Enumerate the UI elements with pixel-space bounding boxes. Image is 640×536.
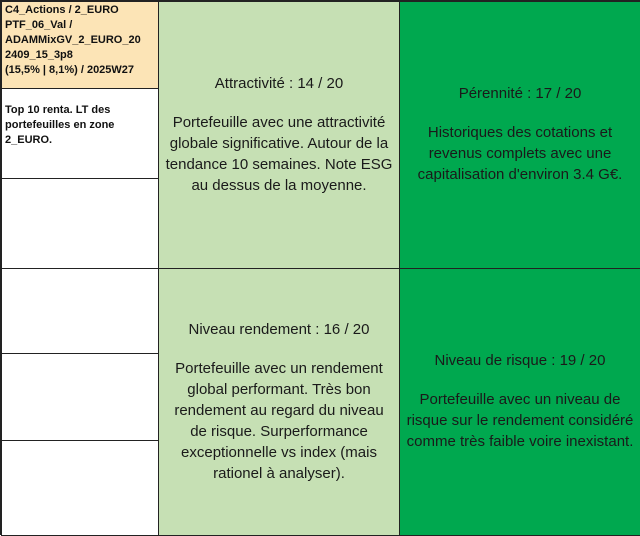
empty-cell	[1, 353, 159, 441]
attractivite-panel	[158, 1, 400, 269]
header-line: PTF_06_Val /	[5, 19, 73, 31]
rendement-panel	[158, 268, 400, 536]
header-line: (15,5% | 8,1%) / 2025W27	[5, 64, 135, 76]
attractivite-body: Portefeuille avec une attractivité globale significative. Autour de la tendance 10 semaines. Note ESG au dessus de la moyenne.	[165, 113, 393, 194]
risque-body: Portefeuille avec un niveau de risque sur le rendement considéré comme très faible voire inexistant.	[406, 391, 634, 450]
risque-panel	[399, 268, 640, 536]
portfolio-description-cell	[1, 88, 159, 179]
portfolio-header-cell	[1, 1, 159, 89]
rendement-title: Niveau rendement : 16 / 20	[188, 320, 370, 338]
attractivite-title: Attractivité : 14 / 20	[214, 74, 344, 92]
empty-cell	[1, 178, 159, 269]
empty-cell	[1, 440, 159, 536]
header-line: 2409_15_3p8	[5, 49, 73, 61]
perennite-title: Pérennité : 17 / 20	[458, 85, 582, 102]
perennite-body: Historiques des cotations et revenus complets avec une capitalisation d'environ 3.4 G€.	[417, 124, 623, 183]
header-line: ADAMMixGV_2_EURO_20	[5, 34, 141, 46]
risque-title: Niveau de risque : 19 / 20	[434, 352, 606, 369]
header-line: C4_Actions / 2_EURO	[5, 4, 119, 16]
empty-cell	[1, 268, 159, 354]
perennite-panel	[399, 1, 640, 269]
portfolio-header-text	[2, 2, 158, 79]
portfolio-description: Top 10 renta. LT des portefeuilles en zone 2_EURO.	[5, 104, 115, 146]
rendement-body: Portefeuille avec un rendement global performant. Très bon rendement au regard du niveau de risque. Surperformance exceptionnelle vs index (mais rationel à analyser).	[174, 359, 384, 482]
